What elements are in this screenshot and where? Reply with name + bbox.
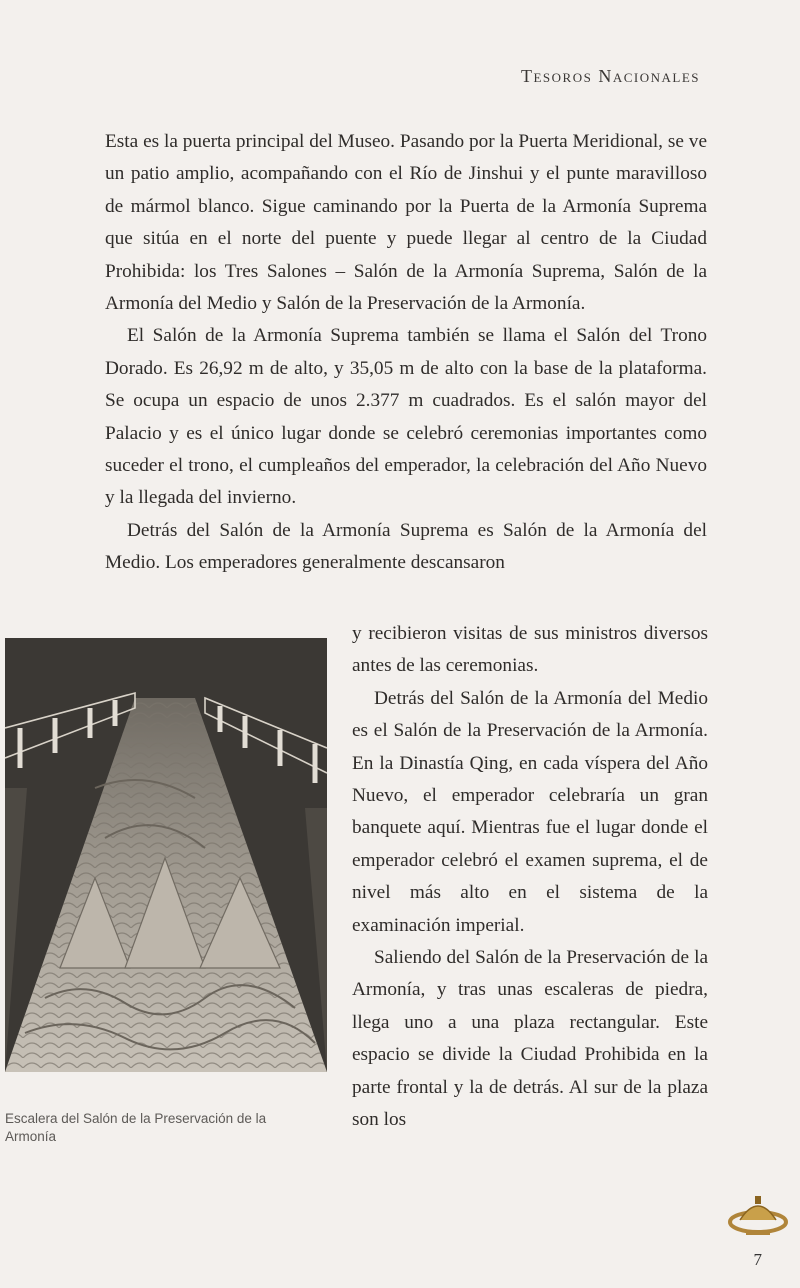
page-number: 7 — [753, 1250, 762, 1269]
staircase-photo — [5, 638, 327, 1072]
paragraph-5: Detrás del Salón de la Armonía del Medio es el Salón de la Preservación de la Armonía. En la Dinastía Qing, en cada víspera del Año Nuevo, el emperador celebraría un gran banquete aquí. Mientras fue el lugar donde el emperador celebró el examen suprema, el de nivel más alto en el sistema de la examinación imperial. — [352, 687, 708, 936]
paragraph-3: Detrás del Salón de la Armonía Suprema es Salón de la Armonía del Medio. Los emperadores generalmente descansaron — [105, 519, 707, 574]
paragraph-6: Saliendo del Salón de la Preservación de la Armonía, y tras unas escaleras de piedra, llega uno a una plaza rectangular. Este espacio se divide la Ciudad Prohibida en la parte frontal y la de detrás. Al sur de la plaza son los — [352, 947, 708, 1131]
running-header — [521, 66, 700, 87]
body-text-side — [352, 618, 708, 1137]
body-text-top — [105, 126, 707, 580]
paragraph-4: y recibieron visitas de sus ministros diversos antes de las ceremonias. — [352, 623, 708, 677]
paragraph-1: Esta es la puerta principal del Museo. Pasando por la Puerta Meridional, se ve un patio amplio, acompañando con el Río de Jinshui y el punte maravilloso de mármol blanco. Sigue caminando por la Puerta de la Armonía Suprema que sitúa en el norte del puente y puede llegar al centro de la Ciudad Prohibida: los Tres Salones – Salón de la Armonía Suprema, Salón de la Armonía del Medio y Salón de la Preservación de la Armonía. — [105, 131, 707, 315]
stone-staircase-photo-icon — [5, 638, 327, 1072]
dome-emblem-icon — [726, 1192, 790, 1236]
section-title: Tesoros Nacionales — [520, 66, 700, 86]
footer-logo — [726, 1192, 790, 1236]
paragraph-2: El Salón de la Armonía Suprema también se llama el Salón del Trono Dorado. Es 26,92 m de alto, y 35,05 m de alto con la base de la plataforma. Se ocupa un espacio de unos 2.377 m cuadrados. Es el salón mayor del Palacio y es el único lugar donde se celebró ceremonias importantes como suceder el trono, el cumpleaños del emperador, la celebración del Año Nuevo y la llegada del invierno. — [105, 325, 707, 509]
photo-caption: Escalera del Salón de la Preservación de la Armonía — [5, 1111, 267, 1144]
